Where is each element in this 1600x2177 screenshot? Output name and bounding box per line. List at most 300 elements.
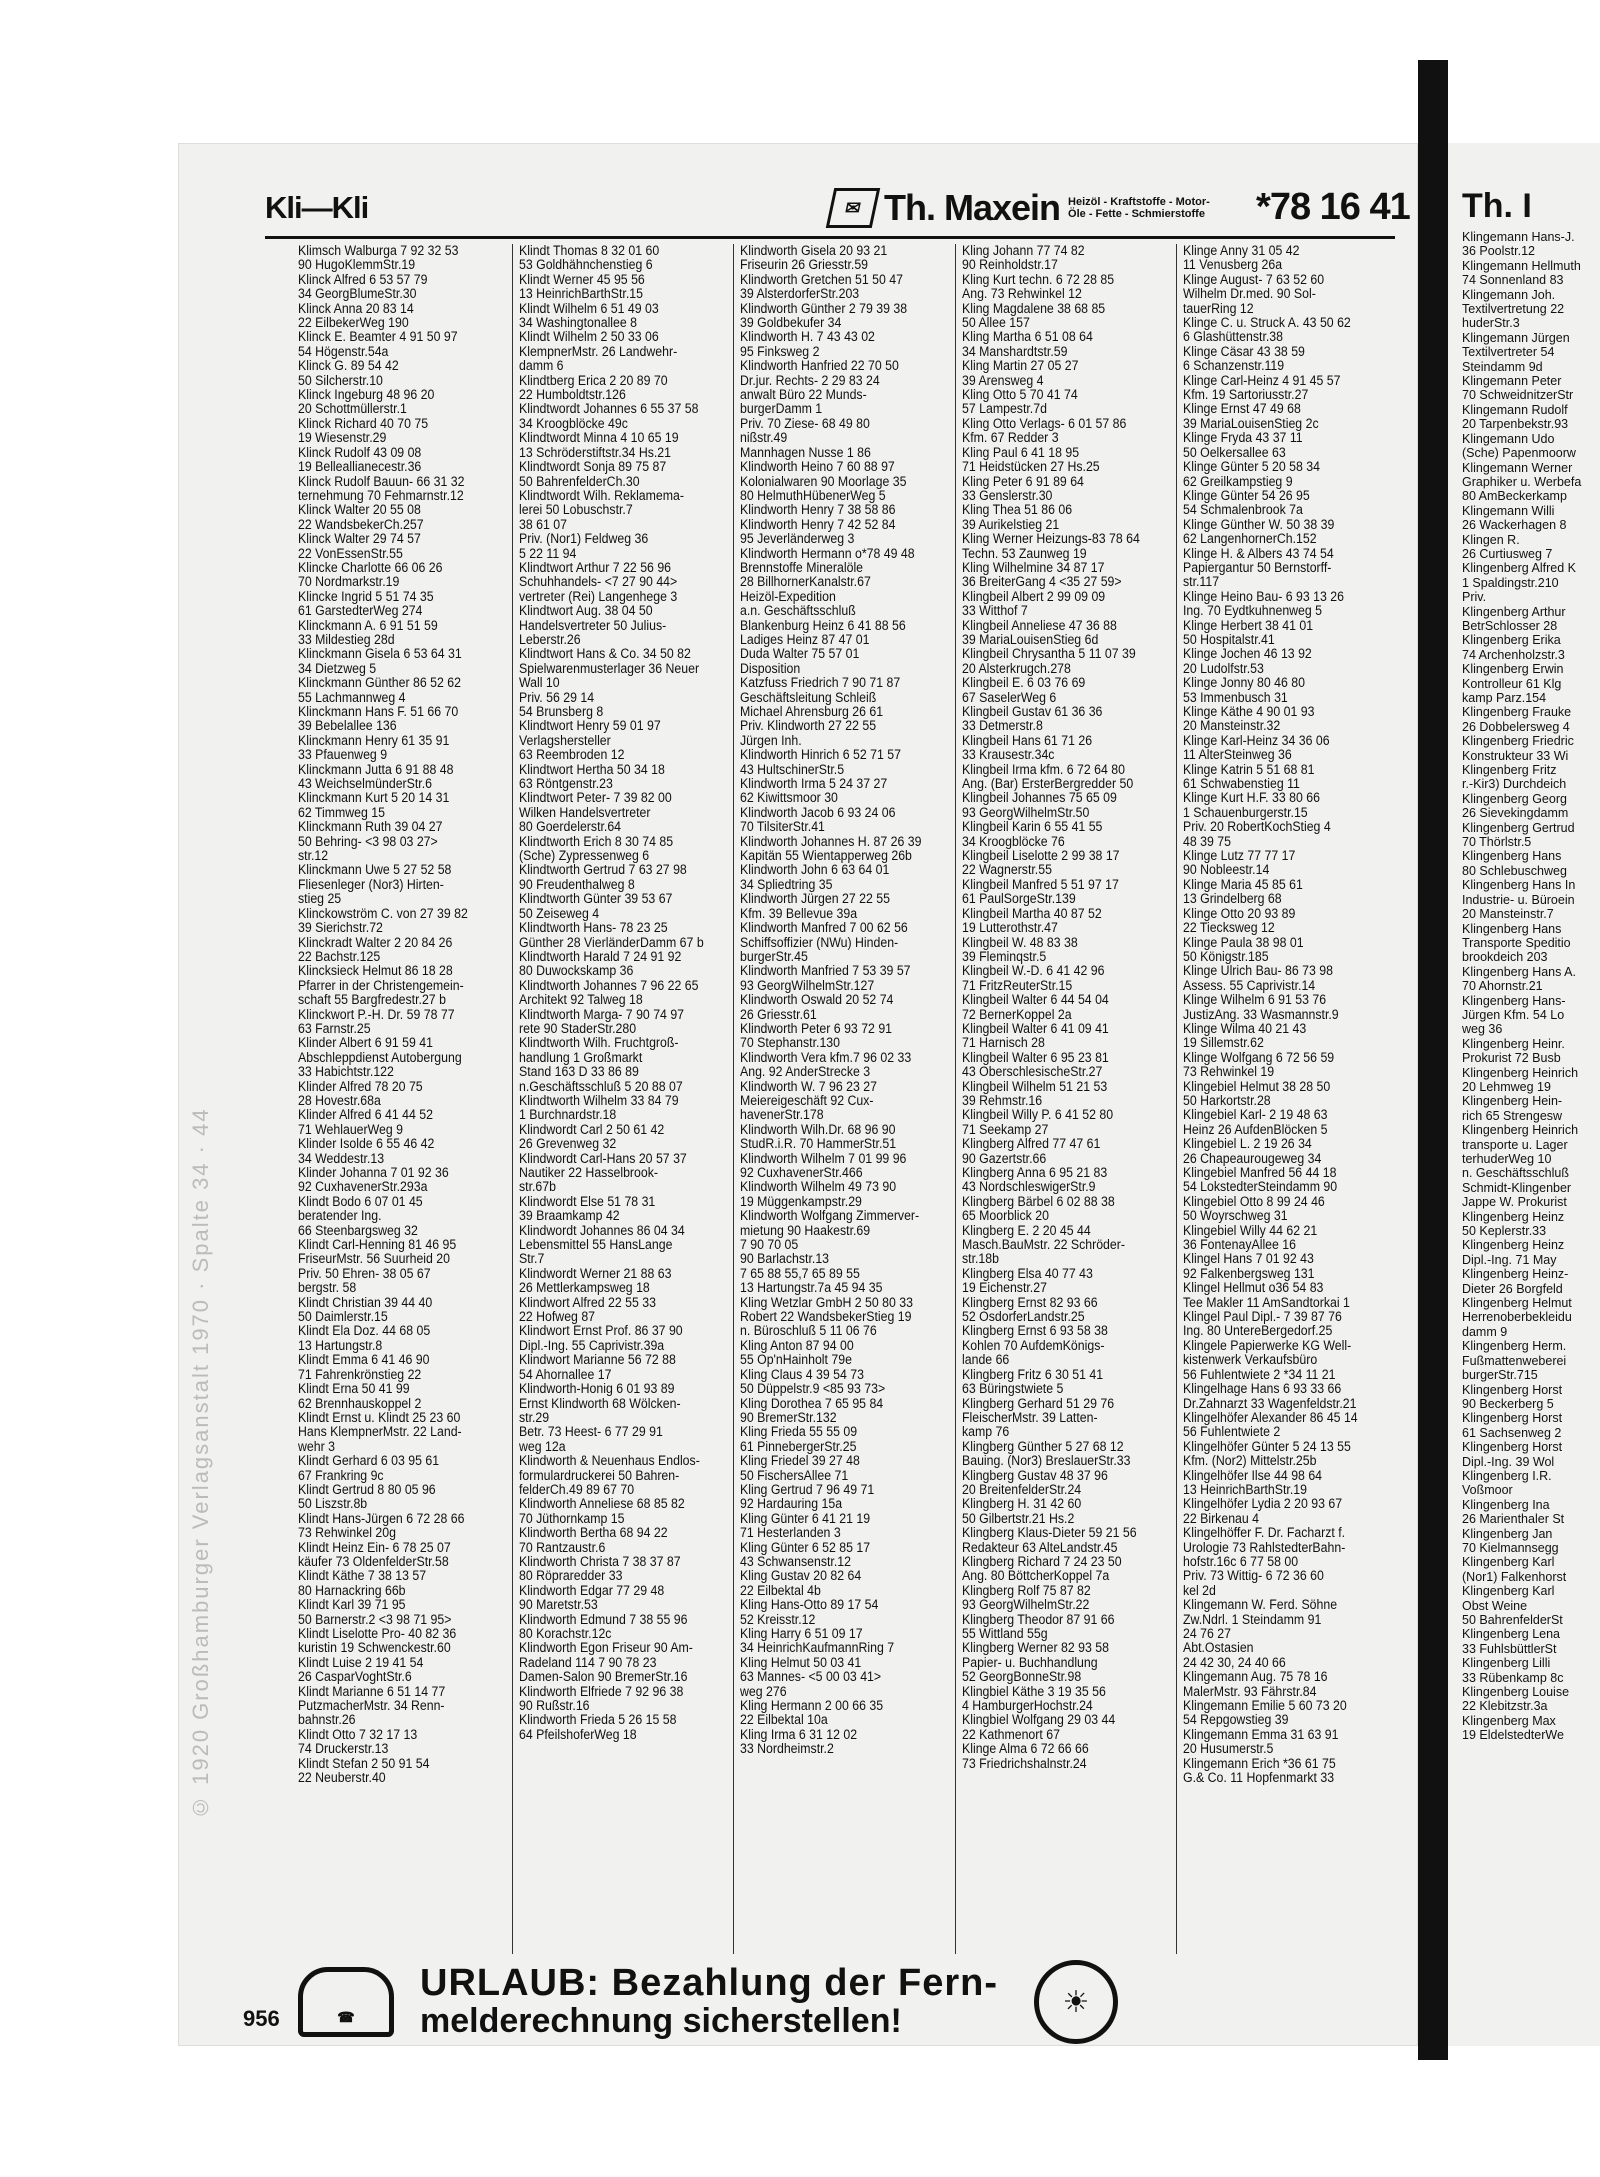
listing-entry-line: 19 Lutterothstr.47: [961, 920, 1058, 936]
listing-entry-line: 1 Schauenburgerstr.15: [1182, 804, 1308, 820]
listing-entry-line: Urologie 73 RahlstedterBahn-: [1182, 1539, 1346, 1555]
listing-entry-line: 80 Korachstr.12c: [519, 1626, 612, 1641]
adjacent-entry-line: Klingenberg Horst: [1462, 1440, 1563, 1455]
listing-entry-line: Kling Thea 51 86 06: [961, 502, 1072, 518]
adjacent-entry-line: Klingenberg Heinrich: [1462, 1065, 1579, 1080]
adjacent-entry-line: transporte u. Lager: [1462, 1137, 1568, 1152]
listing-entry-line: 26 Griesstr.61: [740, 1006, 818, 1022]
listing-entry-line: Klingbeil Irma kfm. 6 72 64 80: [961, 761, 1125, 777]
listing-entry-line: Klindworth Wilh.Dr. 68 96 90: [740, 1121, 896, 1137]
listing-entry-line: Kling Martha 6 51 08 64: [961, 329, 1093, 345]
listing-entry-line: Klindt Emma 6 41 46 90: [298, 1352, 430, 1368]
listing-entry-line: 13 HeinrichBarthStr.19: [1182, 1481, 1307, 1497]
listing-entry-line: Friseurin 26 Griesstr.59: [740, 257, 869, 273]
adjacent-entry-line: Klingenberg Horst: [1462, 1382, 1563, 1397]
listing-entry-line: 34 Kroogblöcke 76: [961, 833, 1065, 849]
adjacent-entry-line: Klingenberg Erwin: [1462, 662, 1564, 677]
listing-entry-line: 71 Harnisch 28: [961, 1035, 1045, 1051]
listing-entry-line: Klinge Ulrich Bau- 86 73 98: [1182, 963, 1333, 979]
listing-entry-line: Klinck Rudolf Bauun- 66 31 32: [298, 473, 465, 489]
listing-entry-line: Klindt Werner 45 95 56: [519, 271, 645, 287]
adjacent-entry-line: Jürgen Kfm. 54 Lo: [1462, 1007, 1565, 1022]
listing-entry-line: Klindtworth Johannes 7 96 22 65: [519, 977, 699, 993]
adjacent-page: [1448, 143, 1600, 2046]
listing-entry-line: wehr 3: [298, 1438, 335, 1454]
adjacent-entry-line: Klingenberg Erika: [1462, 633, 1561, 648]
listing-entry-line: 22 Bachstr.125: [298, 948, 381, 964]
listing-entry-line: KlempnerMstr. 26 Landwehr-: [519, 343, 678, 359]
listing-entry-line: Klingberg Elsa 40 77 43: [961, 1265, 1093, 1281]
listing-entry-line: Wilhelm Dr.med. 90 Sol-: [1182, 286, 1316, 302]
listing-entry-line: 61 Schwabenstieg 11: [1182, 776, 1300, 792]
listing-entry-line: 11 Venusberg 26a: [1182, 257, 1282, 273]
adjacent-entry-line: Klingenberg Hans: [1462, 849, 1562, 864]
listing-entry-line: 22 VonEssenStr.55: [298, 545, 403, 561]
listing-entry-line: Kling Paul 6 41 18 95: [961, 444, 1079, 460]
listing-entry-line: bahnstr.26: [298, 1712, 356, 1728]
listing-entry-line: 70 TilsiterStr.41: [740, 819, 826, 835]
listing-entry-line: 71 Fahrenkrönstieg 22: [298, 1366, 422, 1382]
listing-entry-line: Klinge Wilhelm 6 91 53 76: [1182, 992, 1326, 1008]
listing-columns: [298, 244, 1398, 1954]
listing-entry-line: Klindwordt Johannes 86 04 34: [519, 1222, 685, 1238]
listing-entry-line: 54 Schmalenbrook 7a: [1182, 502, 1303, 518]
listing-entry-line: kel 2d: [1182, 1582, 1216, 1598]
sun-icon: ☀: [1034, 1960, 1118, 2044]
listing-entry-line: Kling Claus 4 39 54 73: [740, 1366, 865, 1382]
listing-entry-line: Klingelhöfer Günter 5 24 13 55: [1182, 1438, 1351, 1454]
advert-line-2: melderechnung sicherstellen!: [420, 2002, 902, 2040]
listing-entry-line: felderCh.49 89 67 70: [519, 1481, 635, 1497]
listing-entry-line: 39 Aurikelstieg 21: [961, 516, 1059, 532]
adjacent-entry-line: n. Geschäftsschluß: [1462, 1166, 1569, 1181]
listing-entry-line: Klingebiel Willy 44 62 21: [1182, 1222, 1318, 1238]
listing-entry-line: 57 Lampestr.7d: [961, 401, 1047, 417]
listing-entry-line: 26 Mettlerkampsweg 18: [519, 1280, 650, 1296]
listing-entry-line: Klinge Kurt H.F. 33 80 66: [1182, 790, 1320, 806]
listing-entry-line: 80 Duwockskamp 36: [519, 963, 634, 979]
listing-entry-line: Klindtwort Hans & Co. 34 50 82: [519, 646, 692, 662]
adjacent-entry-line: 61 Sachsenweg 2: [1462, 1425, 1562, 1440]
adjacent-entry-line: Klingenberg Georg: [1462, 791, 1567, 806]
listing-entry-line: Klinckmann Kurt 5 20 14 31: [298, 790, 450, 806]
adjacent-entry-line: damm 9: [1462, 1324, 1508, 1339]
listing-entry-line: Klinge Katrin 5 51 68 81: [1182, 761, 1315, 777]
listing-entry-line: 92 CuxhavenerStr.466: [740, 1165, 863, 1180]
listing-entry-line: 22 Hofweg 87: [519, 1309, 596, 1325]
adjacent-entry-line: (Sche) Papenmoorw: [1462, 446, 1576, 461]
listing-entry-line: 63 Farnstr.25: [298, 1020, 371, 1036]
listing-entry-line: Klindt Ela Doz. 44 68 05: [298, 1323, 431, 1339]
listing-entry-line: Klincke Charlotte 66 06 26: [298, 559, 443, 575]
listing-entry-line: 62 Brennhauskoppel 2: [298, 1395, 422, 1411]
listing-entry-line: Klinge Günter 5 20 58 34: [1182, 459, 1320, 475]
listing-entry-line: Lebensmittel 55 HansLange: [519, 1237, 673, 1253]
listing-entry-line: Masch.BauMstr. 22 Schröder-: [961, 1237, 1125, 1253]
adjacent-entry-line: Textilvertretung 22: [1462, 302, 1565, 317]
adjacent-entry-line: r.-Kir3) Durchdeich: [1462, 777, 1567, 792]
listing-entry-line: Klindt Bodo 6 07 01 45: [298, 1193, 423, 1209]
listing-entry-line: Klindworth Peter 6 93 72 91: [740, 1020, 893, 1036]
adjacent-entry-line: Klingemann Willi: [1462, 503, 1555, 518]
listing-entry-line: Klinck E. Beamter 4 91 50 97: [298, 329, 458, 345]
page-gutter: [1418, 60, 1448, 2060]
listing-entry-line: 50 Düppelstr.9 <85 93 73>: [740, 1381, 886, 1397]
listing-entry-line: Kling Otto Verlags- 6 01 57 86: [961, 415, 1126, 431]
listing-entry-line: Kling Otto 5 70 41 74: [961, 387, 1078, 403]
listing-entry-line: 20 Husumerstr.5: [1182, 1741, 1274, 1757]
listing-entry-line: 71 FritzReuterStr.15: [961, 977, 1072, 993]
listing-entry-line: 74 Druckerstr.13: [298, 1741, 389, 1757]
listing-entry-line: Klindtwordt Sonja 89 75 87: [519, 459, 667, 475]
listing-entry-line: Disposition: [740, 660, 801, 676]
listing-entry-line: Klingberg Rolf 75 87 82: [961, 1582, 1091, 1598]
listing-entry-line: 43 NordschleswigerStr.9: [961, 1179, 1096, 1195]
listing-entry-line: Klindworth Bertha 68 94 22: [519, 1525, 668, 1541]
listing-entry-line: 33 Detmerstr.8: [961, 718, 1043, 734]
listing-entry-line: 52 OsdorferLandstr.25: [961, 1309, 1085, 1325]
listing-entry-line: 80 HelmuthHübenerWeg 5: [740, 487, 887, 503]
advert-text: [420, 1964, 998, 2040]
listing-entry-line: Klinck G. 89 54 42: [298, 358, 399, 374]
listing-entry-line: Klindwordt Werner 21 88 63: [519, 1265, 672, 1281]
listing-entry-line: Bauing. (Nor3) BreslauerStr.33: [961, 1453, 1131, 1469]
listing-entry-line: Klingbeil E. 6 03 76 69: [961, 675, 1085, 691]
listing-entry-line: Klinge Jochen 46 13 92: [1182, 646, 1312, 662]
listing-entry-line: 90 Freudenthalweg 8: [519, 876, 635, 892]
listing-entry-line: Assess. 55 Caprivistr.14: [1182, 977, 1315, 993]
adjacent-entry-line: Klingenberg Herm.: [1462, 1339, 1567, 1354]
listing-entry-line: Klindt Liselotte Pro- 40 82 36: [298, 1626, 457, 1641]
listing-entry-line: Klinge Günther W. 50 38 39: [1182, 516, 1335, 532]
adjacent-entry-line: 26 Wackerhagen 8: [1462, 518, 1567, 533]
listing-entry-line: 63 Reembroden 12: [519, 747, 625, 763]
listing-entry-line: 4 HamburgerHochstr.24: [961, 1698, 1093, 1714]
adjacent-entry-line: 70 Kielmannsegg: [1462, 1540, 1559, 1555]
listing-entry-line: Klingbeil Martha 40 87 52: [961, 905, 1102, 921]
listing-entry-line: Kfm. 19 Sartoriusstr.27: [1182, 387, 1309, 403]
listing-entry-line: Klinck Ingeburg 48 96 20: [298, 387, 435, 403]
adjacent-entry-line: Klingenberg Heinz-: [1462, 1267, 1569, 1282]
listing-entry-line: weg 276: [740, 1683, 787, 1699]
listing-entry-line: Klinge Herbert 38 41 01: [1182, 617, 1313, 633]
listing-entry-line: Architekt 92 Talweg 18: [519, 992, 643, 1008]
listing-entry-line: Klinder Albert 6 91 59 41: [298, 1035, 433, 1051]
listing-entry-line: Klindt Christian 39 44 40: [298, 1294, 433, 1310]
listing-entry-line: weg 12a: [519, 1438, 566, 1454]
listing-entry-line: Heinz 26 AufdenBlöcken 5: [1182, 1121, 1328, 1137]
listing-entry-line: Klingberg Theodor 87 91 66: [961, 1611, 1115, 1627]
adjacent-entry-line: Klingemann Jürgen: [1462, 330, 1570, 345]
listing-entry-line: Klingele Papierwerke KG Well-: [1182, 1337, 1352, 1353]
listing-entry-line: Redakteur 63 AlteLandstr.45: [961, 1539, 1118, 1555]
listing-entry-line: 90 Barlachstr.13: [740, 1251, 830, 1267]
listing-entry-line: 62 LangenhornerCh.152: [1182, 531, 1317, 547]
listing-entry-line: Kling Friedel 39 27 48: [740, 1453, 861, 1469]
listing-entry-line: 33 Nordheimstr.2: [740, 1741, 835, 1757]
listing-entry-line: Klingemann W. Ferd. Söhne: [1182, 1597, 1337, 1613]
listing-entry-line: Klindtwort Aug. 38 04 50: [519, 603, 653, 619]
listing-column-3: [740, 244, 955, 1954]
listing-entry-line: 92 Falkenbergsweg 131: [1182, 1265, 1315, 1281]
listing-entry-line: Ang. 92 AnderStrecke 3: [740, 1064, 871, 1080]
listing-entry-line: Klingbeil Gustav 61 36 36: [961, 704, 1102, 719]
listing-entry-line: Klindworth Günther 2 79 39 38: [740, 300, 908, 316]
adjacent-entry-line: Industrie- u. Büroein: [1462, 892, 1575, 907]
listing-entry-line: Klinckmann A. 6 91 51 59: [298, 617, 438, 633]
listing-entry-line: Kling Anton 87 94 00: [740, 1337, 855, 1353]
listing-entry-line: Klindworth Gretchen 51 50 47: [740, 271, 904, 287]
listing-entry-line: Kling Johann 77 74 82: [961, 244, 1085, 258]
listing-entry-line: formulardruckerei 50 Bahren-: [519, 1467, 680, 1483]
listing-entry-line: Klingelhöfer Lydia 2 20 93 67: [1182, 1496, 1342, 1512]
listing-entry-line: Klinge Fryda 43 37 11: [1182, 430, 1303, 446]
adjacent-entry-line: 36 Poolstr.12: [1462, 244, 1535, 259]
listing-entry-line: 34 Washingtonallee 8: [519, 315, 638, 331]
listing-entry-line: 48 39 75: [1182, 833, 1231, 849]
brand-phone: *78 16 41: [1256, 186, 1410, 228]
listing-entry-line: 95 Jeverländerweg 3: [740, 531, 855, 547]
listing-entry-line: 70 Nordmarkstr.19: [298, 574, 400, 590]
listing-entry-line: Klinckmann Gisela 6 53 64 31: [298, 646, 462, 662]
listing-entry-line: 26 CasparVoghtStr.6: [298, 1669, 412, 1685]
listing-entry-line: Klingbeil Walter 6 95 23 81: [961, 1049, 1109, 1065]
adjacent-entry-line: Klingenberg Heinz: [1462, 1209, 1565, 1224]
adjacent-entry-line: Obst Weine: [1462, 1598, 1528, 1613]
listing-entry-line: MalerMstr. 93 Fährstr.84: [1182, 1683, 1317, 1699]
listing-entry-line: Klinder Alfred 78 20 75: [298, 1078, 423, 1094]
listing-entry-line: 50 BahrenfelderCh.30: [519, 473, 640, 489]
listing-entry-line: Jürgen Inh.: [740, 732, 803, 748]
listing-entry-line: 90 Rußstr.16: [519, 1698, 590, 1714]
listing-entry-line: 22 Eilbektal 10a: [740, 1712, 829, 1728]
listing-entry-line: 90 Maretstr.53: [519, 1597, 598, 1613]
listing-entry-line: Priv. 70 Ziese- 68 49 80: [740, 415, 871, 431]
listing-entry-line: Klindtwort Arthur 7 22 56 96: [519, 559, 672, 575]
listing-entry-line: 80 Röpraredder 33: [519, 1568, 623, 1584]
listing-entry-line: Klingbiel Wolfgang 29 03 44: [961, 1712, 1115, 1728]
listing-entry-line: Wilken Handelsvertreter: [519, 804, 651, 820]
listing-entry-line: Klindwordt Carl 2 50 61 42: [519, 1121, 665, 1137]
listing-entry-line: Klindworth-Honig 6 01 93 89: [519, 1381, 675, 1397]
listing-entry-line: handlung 1 Großmarkt: [519, 1049, 643, 1065]
listing-entry-line: Klinck Richard 40 70 75: [298, 415, 429, 431]
listing-entry-line: 67 Frankring 9c: [298, 1467, 384, 1483]
listing-entry-line: Klingemann Aug. 75 78 16: [1182, 1669, 1328, 1685]
listing-entry-line: Kling Wilhelmine 34 87 17: [961, 559, 1105, 575]
listing-entry-line: Klindt Thomas 8 32 01 60: [519, 244, 660, 258]
listing-entry-line: 24 42 30, 24 40 66: [1182, 1654, 1286, 1670]
adjacent-entry-line: 74 Sonnenland 83: [1462, 273, 1564, 288]
listing-entry-line: Priv. Klindworth 27 22 55: [740, 718, 877, 734]
listing-entry-line: Stand 163 D 33 86 89: [519, 1064, 640, 1080]
listing-entry-line: Klindtwort Peter- 7 39 82 00: [519, 790, 672, 806]
adjacent-entry-line: huderStr.3: [1462, 316, 1520, 331]
listing-entry-line: Klinck Anna 20 83 14: [298, 300, 414, 316]
adjacent-entry-line: Dieter 26 Borgfeld: [1462, 1281, 1563, 1296]
adjacent-entry-line: Klingenberg I.R.: [1462, 1468, 1552, 1483]
listing-entry-line: 92 Hardauring 15a: [740, 1496, 843, 1512]
listing-entry-line: 53 Immenbusch 31: [1182, 689, 1288, 705]
listing-entry-line: Hans KlempnerMstr. 22 Land-: [298, 1424, 462, 1440]
listing-entry-line: Kling Magdalene 38 68 85: [961, 300, 1105, 316]
listing-entry-line: 50 Oelkersallee 63: [1182, 444, 1286, 460]
listing-entry-line: 39 MariaLouisenStieg 2c: [1182, 415, 1319, 431]
listing-entry-line: 28 Hovestr.68a: [298, 1092, 381, 1108]
listing-entry-line: 7 90 70 05: [740, 1237, 799, 1253]
listing-entry-line: Klindwordt Else 51 78 31: [519, 1193, 656, 1209]
listing-entry-line: 71 Heidstücken 27 Hs.25: [961, 459, 1100, 475]
listing-entry-line: Klindt Marianne 6 51 14 77: [298, 1683, 446, 1699]
adjacent-entry-line: Klingenberg Horst: [1462, 1411, 1563, 1426]
adjacent-entry-line: Graphiker u. Werbefa: [1462, 474, 1582, 489]
listing-entry-line: Klingbiel Käthe 3 19 35 56: [961, 1683, 1106, 1699]
listing-entry-line: Klingebiel L. 2 19 26 34: [1182, 1136, 1312, 1152]
listing-entry-line: 72 BernerKoppel 2a: [961, 1006, 1072, 1022]
adjacent-page-brand: Th. I: [1462, 187, 1532, 225]
adjacent-entry-line: Klingenberg Lena: [1462, 1627, 1560, 1642]
listing-entry-line: Klingebiel Manfred 56 44 18: [1182, 1165, 1337, 1180]
listing-entry-line: 34 HeinrichKaufmannRing 7: [740, 1640, 895, 1656]
listing-entry-line: Ing. 70 Eydtkuhnenweg 5: [1182, 603, 1322, 619]
listing-entry-line: 34 Dietzweg 5: [298, 660, 377, 676]
listing-entry-line: Mannhagen Nusse 1 86: [740, 444, 872, 460]
listing-entry-line: 70 Jüthornkamp 15: [519, 1510, 625, 1526]
listing-entry-line: 19 Wiesenstr.29: [298, 430, 387, 446]
adjacent-entry-line: Klingemann Hellmuth: [1462, 258, 1581, 273]
adjacent-entry-line: 80 AmBeckerkamp: [1462, 489, 1567, 504]
adjacent-entry-line: Klingenberg Karl: [1462, 1555, 1555, 1570]
listing-entry-line: 50 FischersAllee 71: [740, 1467, 849, 1483]
listing-entry-line: Klinge Jonny 80 46 80: [1182, 675, 1305, 691]
listing-entry-line: 61 PaulSorgeStr.139: [961, 891, 1076, 907]
listing-entry-line: Klindworth Johannes H. 87 26 39: [740, 833, 922, 849]
listing-entry-line: Klingelhöfer Ilse 44 98 64: [1182, 1467, 1322, 1483]
listing-entry-line: Klinck Walter 29 74 57: [298, 531, 421, 547]
listing-entry-line: Klinckwort P.-H. Dr. 59 78 77: [298, 1006, 455, 1022]
listing-entry-line: Klingberg E. 2 20 45 44: [961, 1222, 1091, 1238]
listing-entry-line: Kfm. (Nor2) Mittelstr.25b: [1182, 1453, 1317, 1469]
listing-entry-line: Robert 22 WandsbekerStieg 19: [740, 1309, 912, 1325]
listing-entry-line: 20 Ludolfstr.53: [1182, 660, 1264, 676]
listing-entry-line: 13 Schröderstiftstr.34 Hs.21: [519, 444, 672, 460]
listing-entry-line: Klinckmann Ruth 39 04 27: [298, 819, 443, 835]
adjacent-entry-line: Klingenberg Max: [1462, 1713, 1556, 1728]
adjacent-entry-line: brookdeich 203: [1462, 950, 1548, 965]
listing-entry-line: 34 GeorgBlumeStr.30: [298, 286, 417, 302]
listing-entry-line: 66 Steenbargsweg 32: [298, 1222, 418, 1238]
listing-entry-line: Klinge Lutz 77 77 17: [1182, 848, 1296, 864]
listing-entry-line: 54 Repgowstieg 39: [1182, 1712, 1289, 1728]
listing-entry-line: Klindt Carl-Henning 81 46 95: [298, 1237, 457, 1253]
listing-entry-line: 22 Neuberstr.40: [298, 1770, 386, 1786]
listing-entry-line: Ang. (Bar) ErsterBergredder 50: [961, 776, 1133, 792]
listing-entry-line: Kling Frieda 55 55 09: [740, 1424, 858, 1440]
listing-entry-line: Klindworth Henry 7 42 52 84: [740, 516, 896, 532]
listing-entry-line: Klinge August- 7 63 52 60: [1182, 271, 1324, 287]
listing-entry-line: 33 Pfauenweg 9: [298, 747, 388, 763]
listing-entry-line: Katzfuss Friedrich 7 90 71 87: [740, 675, 901, 691]
listing-entry-line: stieg 25: [298, 891, 342, 907]
listing-entry-line: Klinge Wolfgang 6 72 56 59: [1182, 1049, 1334, 1065]
listing-entry-line: Klindtworth Wilh. Fruchtgroß-: [519, 1035, 679, 1051]
listing-entry-line: 22 EilbekerWeg 190: [298, 315, 409, 331]
listing-entry-line: Klindt Gerhard 6 03 95 61: [298, 1453, 440, 1469]
listing-entry-line: 50 Liszstr.8b: [298, 1496, 368, 1512]
adjacent-entry-line: Klingen R.: [1462, 532, 1520, 547]
adjacent-entry-line: 50 BahrenfelderSt: [1462, 1613, 1563, 1627]
listing-entry-line: 52 GeorgBonneStr.98: [961, 1669, 1081, 1685]
listing-entry-line: Klingbeil Chrysantha 5 11 07 39: [961, 646, 1136, 662]
listing-entry-line: Klindworth Egon Friseur 90 Am-: [519, 1640, 694, 1656]
adjacent-entry-line: 80 Schlebuschweg: [1462, 863, 1567, 878]
listing-entry-line: Klingbeil Liselotte 2 99 38 17: [961, 848, 1120, 864]
listing-entry-line: 50 Gilbertstr.21 Hs.2: [961, 1510, 1074, 1526]
adjacent-entry-line: 19 EldelstedterWe: [1462, 1728, 1564, 1743]
listing-entry-line: 71 Hesterlanden 3: [740, 1525, 842, 1541]
listing-entry-line: Klindt Stefan 2 50 91 54: [298, 1755, 430, 1771]
listing-entry-line: 33 Mildestieg 28d: [298, 631, 395, 647]
listing-entry-line: Klinck Rudolf 43 09 08: [298, 444, 422, 460]
listing-entry-line: 13 Hartungstr.7a 45 94 35: [740, 1280, 883, 1296]
listing-entry-line: Papiergantur 50 Bernstorff-: [1182, 559, 1332, 575]
listing-entry-line: Klingelhöfer Alexander 86 45 14: [1182, 1409, 1358, 1425]
listing-entry-line: Ing. 80 UntereBergedorf.25: [1182, 1323, 1333, 1339]
listing-entry-line: 20 Mansteinstr.32: [1182, 718, 1281, 734]
listing-entry-line: Klincksieck Helmut 86 18 28: [298, 963, 453, 979]
adjacent-entry-line: 70 SchweidnitzerStr: [1462, 388, 1574, 403]
listing-entry-line: Klindworth Jürgen 27 22 55: [740, 891, 891, 907]
adjacent-entry-line: 70 Thörlstr.5: [1462, 835, 1532, 850]
listing-entry-line: Klinder Johanna 7 01 92 36: [298, 1165, 449, 1180]
running-head: Kli—Kli: [265, 190, 369, 225]
listing-entry-line: 6 Glashüttenstr.38: [1182, 329, 1283, 345]
listing-entry-line: (Sche) Zypressenweg 6: [519, 848, 650, 864]
listing-entry-line: 62 Greilkampstieg 9: [1182, 473, 1293, 489]
listing-entry-line: 13 Hartungstr.8: [298, 1337, 383, 1353]
listing-entry-line: 93 GeorgWilhelmStr.50: [961, 804, 1089, 820]
listing-entry-line: Klindworth Irma 5 24 37 27: [740, 776, 888, 792]
listing-entry-line: burgerDamm 1: [740, 401, 823, 417]
page-number: 956: [243, 2006, 280, 2031]
listing-entry-line: 22 Tiecksweg 12: [1182, 920, 1275, 936]
listing-entry-line: str.67b: [519, 1179, 557, 1195]
listing-entry-line: Klinckmann Jutta 6 91 88 48: [298, 761, 454, 777]
listing-entry-line: Klindworth Wilhelm 49 73 90: [740, 1179, 897, 1195]
listing-entry-line: Kohlen 70 AufdemKönigs-: [961, 1337, 1105, 1353]
listing-entry-line: a.n. Geschäftsschluß: [740, 603, 857, 619]
listing-entry-line: Damen-Salon 90 BremerStr.16: [519, 1669, 688, 1685]
listing-entry-line: Klinge H. & Albers 43 74 54: [1182, 545, 1334, 561]
listing-entry-line: Duda Walter 75 57 01: [740, 646, 860, 662]
listing-entry-line: Abschleppdienst Autobergung: [298, 1049, 462, 1065]
listing-entry-line: Klingel Hellmut o36 54 83: [1182, 1280, 1324, 1296]
listing-entry-line: bergstr. 58: [298, 1280, 357, 1296]
listing-entry-line: Priv. 20 RobertKochStieg 4: [1182, 819, 1331, 835]
listing-entry-line: 39 Arensweg 4: [961, 372, 1044, 388]
listing-entry-line: mietung 90 Haakestr.69: [740, 1222, 871, 1238]
listing-entry-line: 90 BremerStr.132: [740, 1409, 837, 1425]
listing-entry-line: Klindworth Oswald 20 52 74: [740, 992, 894, 1008]
listing-entry-line: Kling Werner Heizungs-83 78 64: [961, 531, 1140, 547]
listing-entry-line: Spielwarenmusterlager 36 Neuer: [519, 660, 700, 676]
listing-entry-line: Klindwordt Carl-Hans 20 57 37: [519, 1150, 687, 1166]
listing-column-4: [962, 244, 1177, 1954]
listing-entry-line: Abt.Ostasien: [1182, 1640, 1254, 1656]
adjacent-entry-line: 26 Dobbelersweg 4: [1462, 719, 1570, 734]
adjacent-entry-line: 20 Mansteinstr.7: [1462, 907, 1554, 922]
listing-entry-line: 20 Alsterkrugch.278: [961, 660, 1071, 676]
